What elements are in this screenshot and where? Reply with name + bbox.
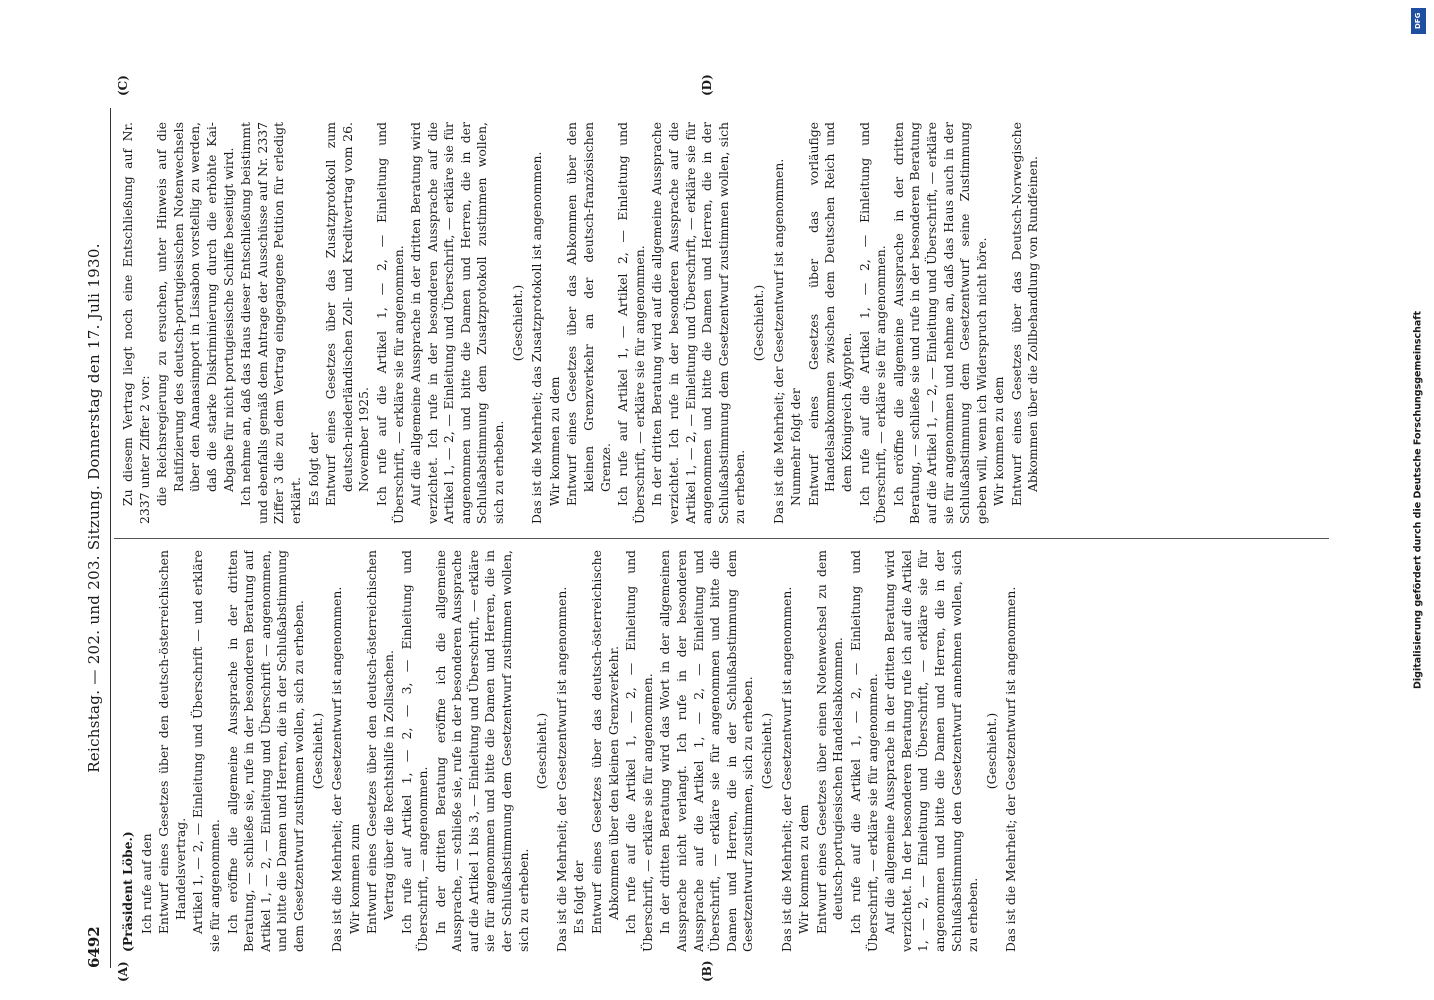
paragraph: Ich rufe auf die Artikel 1, — 2, — Einleitung und Überschrift, — erkläre sie für angenommen. <box>847 550 880 952</box>
dfg-logo: DFG <box>1411 8 1426 34</box>
document-page <box>80 74 1335 982</box>
paragraph: Auf die allgemeine Aussprache in der dritten Beratung wird verzichtet. In der besonderen Beratung rufe ich auf die Artikel 1, — 2, — Einleitung und Überschrift, — erkläre sie für angenommen und bitte die Damen und Herren, die in der Schlußabstimmung den Gesetzentwurf annehmen wollen, sich zu erheben. <box>882 550 981 952</box>
bill-title: Entwurf eines Gesetzes über den deutsch-österreichischen Handelsvertrag. <box>156 550 188 934</box>
digitization-credit: Digitalisierung gefördert durch die Deutsche Forschungsgemeinschaft <box>1412 311 1424 689</box>
paragraph: Es folgt der <box>571 860 587 934</box>
paragraph: Ich rufe auf die Artikel 1, — 2, — Einleitung und Überschrift, — erkläre sie für angenommen. <box>856 122 889 524</box>
paragraph: Das ist die Mehrheit; der Gesetzentwurf ist angenommen. <box>553 586 569 952</box>
bill-title: Entwurf eines Gesetzes über den deutsch-österreichischen Vertrag über die Rechtshilfe in Zollsachen. <box>364 550 396 934</box>
left-column <box>120 550 1325 952</box>
paragraph: Das ist die Mehrheit; der Gesetzentwurf ist angenommen. <box>778 586 794 952</box>
paragraph: Ich rufe auf den <box>138 833 154 934</box>
paragraph: Wir kommen zu dem <box>991 376 1007 506</box>
margin-mark-d: (D) <box>700 74 714 96</box>
bill-title: Entwurf eines Gesetzes über einen Notenwechsel zu dem deutsch-portugiesischen Handelsabkommen. <box>813 550 846 934</box>
paragraph: Es folgt der <box>305 432 321 506</box>
paragraph: Das ist die Mehrheit; der Gesetzentwurf ist angenommen. <box>1003 586 1019 952</box>
paragraph: Auf die allgemeine Aussprache in der dritten Beratung wird verzichtet. Ich rufe in der besonderen Aussprache auf die Artikel 1, — 2, — Einleitung und Überschrift, — erkläre sie für angenommen und bitte die Damen und Herren, die in der Schlußabstimmung dem Zusatzprotokoll zustimmen wollen, sich zu erheben. <box>408 122 507 524</box>
paragraph: Das ist die Mehrheit; das Zusatzprotokoll ist angenommen. <box>529 151 545 524</box>
margin-mark-a: (A) <box>116 961 130 982</box>
bill-title: Entwurf eines Gesetzes über das deutsch-österreichische Abkommen über den kleinen Grenzverkehr. <box>589 550 621 934</box>
paragraph: Ich rufe auf die Artikel 1, — 2, — Einleitung und Überschrift, — erkläre sie für angenommen. <box>623 550 655 952</box>
paragraph: Das ist die Mehrheit; der Gesetzentwurf ist angenommen. <box>770 158 786 524</box>
resolution-text: die Reichsregierung zu ersuchen, unter Hinweis auf die Ratifizierung des deutsch-portugiesischen Notenwechsels über den Ananasimport in Lissabon vorstellig zu werden, daß die starke Diskriminierung durch die erhöhte Kai-Abgabe für nicht portugiesische Schiffe beseitigt wird. <box>154 122 236 506</box>
paragraph: Wir kommen zum <box>346 823 362 934</box>
stage-direction: (Geschieht.) <box>983 712 999 790</box>
paragraph: Ich nehme an, daß das Haus dieser Entschließung beistimmt und ebenfalls gemäß dem Antrage der Ausschüsse auf Nr. 2337 Ziffer 3 die zu dem Vertrag eingegangene Petition für erledigt erklärt. <box>238 122 303 524</box>
stage-direction: (Geschieht.) <box>534 712 550 790</box>
bill-title: Entwurf eines Gesetzes über das Zusatzprotokoll zum deutsch-niederländischen Zoll- und Kreditvertrag vom 26. November 1925. <box>323 122 372 506</box>
stage-direction: (Geschieht.) <box>758 712 774 790</box>
paragraph: Wir kommen zu dem <box>546 376 562 506</box>
paragraph: Das ist die Mehrheit; der Gesetzentwurf ist angenommen. <box>329 586 345 952</box>
paragraph: Ich rufe auf Artikel 1, — Artikel 2, — Einleitung und Überschrift, — erkläre sie für angenommen. <box>615 122 647 524</box>
right-column <box>120 122 1325 524</box>
bill-title: Entwurf eines Gesetzes über das Deutsch-Norwegische Abkommen über die Zollbehandlung von Rundfeinen. <box>1008 122 1041 506</box>
bill-title: Entwurf eines Gesetzes über das vorläufige Handelsabkommen zwischen dem Deutschen Reich und dem Königreich Ägypten. <box>805 122 854 506</box>
header-rule <box>110 108 111 968</box>
margin-mark-c: (C) <box>116 75 130 96</box>
paragraph: Zu diesem Vertrag liegt noch eine Entschließung auf Nr. 2337 unter Ziffer 2 vor: <box>120 122 152 524</box>
paragraph: Ich eröffne die allgemeine Aussprache in der dritten Beratung, — schließe sie und rufe in der besonderen Beratung auf die Artikel 1, — 2, — Einleitung und Überschrift, — erkläre sie für angenommen und nehme an, daß das Haus auch in der Schlußabstimmung dem Gesetzentwurf seine Zustimmung geben will, wenn ich Widerspruch nicht höre. <box>890 122 989 524</box>
paragraph: Ich eröffne die allgemeine Aussprache in der dritten Beratung, — schließe sie, rufe in der besonderen Beratung auf Artikel 1, — 2, — Einleitung und Überschrift — angenommen, und bitte die Damen und Herren, die in der Schlußabstimmung dem Gesetzentwurf zustimmen wollen, sich zu erheben. <box>224 550 306 952</box>
paragraph: Nunmehr folgt der <box>788 388 804 506</box>
paragraph: Wir kommen zu dem <box>796 804 812 934</box>
page-header <box>80 108 108 968</box>
stage-direction: (Geschieht.) <box>309 712 325 790</box>
margin-mark-b: (B) <box>700 960 714 982</box>
paragraph: In der dritten Beratung eröffne ich die allgemeine Aussprache, — schließe sie, rufe in der besonderen Aussprache auf die Artikel 1 bis 3, — Einleitung und Überschrift, — erkläre sie für angenommen und bitte die Damen und Herren, die in der Schlußabstimmung dem Gesetzentwurf zustimmen wollen, sich zu erheben. <box>432 550 531 952</box>
page-title: Reichstag. — 202. und 203. Sitzung. Donnerstag den 17. Juli 1930. <box>85 243 103 773</box>
paragraph: Ich rufe auf Artikel 1, — 2, — 3, — Einleitung und Überschrift, — angenommen. <box>398 550 431 952</box>
speaker-label: (Präsident Löbe.) <box>120 831 135 952</box>
stage-direction: (Geschieht.) <box>750 284 766 362</box>
bill-title: Entwurf eines Gesetzes über das Abkommen über den kleinen Grenzverkehr an der deutsch-französischen Grenze. <box>564 122 613 506</box>
paragraph: Artikel 1, — 2, — Einleitung und Überschrift — und erkläre sie für angenommen. <box>190 550 222 952</box>
page-number: 6492 <box>85 926 103 968</box>
paragraph: In der dritten Beratung wird auf die allgemeine Aussprache verzichtet. Ich rufe in der besonderen Aussprache auf die Artikel 1, — 2, — Einleitung und Überschrift, — erkläre sie für angenommen und bitte die Damen und Herren, die in der Schlußabstimmung dem Gesetzentwurf zustimmen wollen, sich zu erheben. <box>649 122 748 524</box>
paragraph: Ich rufe auf die Artikel 1, — 2, — Einleitung und Überschrift, — erkläre sie für angenommen. <box>373 122 406 524</box>
paragraph: In der dritten Beratung wird das Wort in der allgemeinen Aussprache nicht verlangt. Ich rufe in der besonderen Aussprache auf die Artikel 1, — 2, — Einleitung und Überschrift, — erkläre sie für angenommen und bitte die Damen und Herren, die in der Schlußabstimmung dem Gesetzentwurf zustimmen, sich zu erheben. <box>657 550 756 952</box>
stage-direction: (Geschieht.) <box>509 284 525 362</box>
column-divider <box>114 538 1329 539</box>
